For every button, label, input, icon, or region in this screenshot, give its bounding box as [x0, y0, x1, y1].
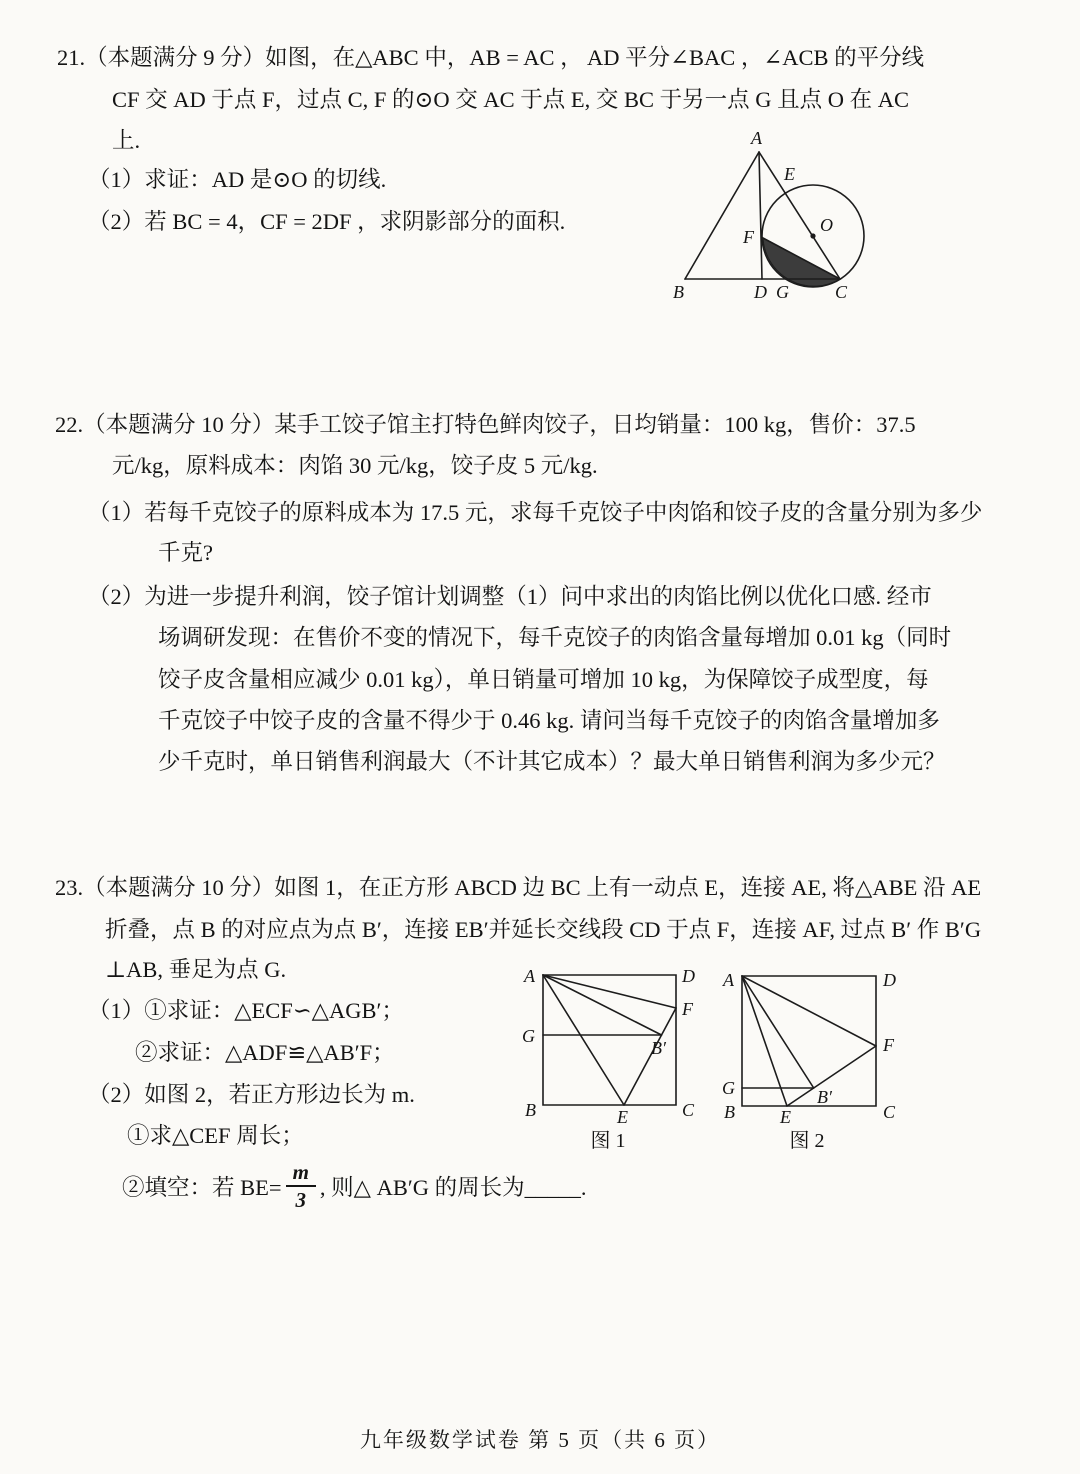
q21-part1: （1）求证：AD 是⊙O 的切线.: [88, 167, 387, 192]
label-B-prime: B′: [817, 1087, 832, 1107]
q21-geometry-figure: [645, 130, 955, 320]
side-AB: [685, 152, 759, 279]
label-O: O: [820, 215, 833, 235]
label-B: B: [525, 1100, 536, 1120]
q22-part2-line-1: （2）为进一步提升利润，饺子馆计划调整（1）问中求出的肉馅比例以优化口感. 经市: [88, 584, 932, 609]
page-footer: 九年级数学试卷 第 5 页（共 6 页）: [359, 1428, 721, 1452]
q23-line-2: 折叠，点 B 的对应点为点 B′，连接 EB′并延长交线段 CD 于点 F，连接 AF, 过点 B′ 作 B′G: [105, 917, 982, 942]
label-F: F: [883, 1035, 894, 1055]
square-ABCD: [742, 976, 876, 1106]
figure2-caption: 图 2: [789, 1130, 825, 1152]
q23-part1-sub2: ②求证：△ADF≌△AB′F；: [135, 1040, 395, 1065]
label-G: G: [722, 1078, 735, 1098]
label-B: B: [724, 1102, 735, 1122]
segment-ABprime: [742, 976, 814, 1088]
label-G: G: [522, 1026, 535, 1046]
q23-part2-sub2-fill-blank: [122, 1160, 587, 1212]
q23-line-1: 23.（本题满分 10 分）如图 1，在正方形 ABCD 边 BC 上有一动点 E，连接 AE, 将△ABE 沿 AE: [55, 875, 982, 900]
q23-figure-2: [712, 955, 967, 1160]
label-A: A: [723, 970, 734, 990]
label-E: E: [784, 164, 795, 184]
label-E: E: [617, 1107, 628, 1127]
label-D: D: [883, 970, 896, 990]
fraction-numerator: m: [286, 1160, 316, 1187]
q21-part2: （2）若 BC = 4，CF = 2DF ，求阴影部分的面积.: [88, 209, 566, 234]
label-B-prime: B′: [651, 1038, 666, 1058]
center-O-dot: [810, 233, 815, 238]
fraction-m-over-3: [286, 1160, 316, 1212]
q22-line-2: 元/kg，原料成本：肉馅 30 元/kg，饺子皮 5 元/kg.: [112, 453, 598, 478]
label-F: F: [743, 227, 754, 247]
q22-part1-line-2: 千克?: [158, 540, 213, 565]
fill-prefix: ②填空：若 BE=: [122, 1175, 282, 1201]
q23-part2-sub1: ①求△CEF 周长；: [127, 1123, 304, 1148]
segment-AD: [759, 152, 762, 279]
label-E: E: [780, 1107, 791, 1127]
segment-AE: [543, 975, 624, 1105]
label-A: A: [751, 130, 762, 148]
label-D: D: [754, 282, 767, 302]
label-F: F: [682, 999, 693, 1019]
q23-part2: （2）如图 2，若正方形边长为 m.: [88, 1082, 415, 1107]
label-B: B: [673, 282, 684, 302]
q22-part2-line-2: 场调研发现：在售价不变的情况下，每千克饺子的肉馅含量每增加 0.01 kg（同时: [158, 625, 952, 650]
q21-line-3: 上.: [112, 128, 141, 153]
label-G: G: [776, 282, 789, 302]
label-D: D: [682, 966, 695, 986]
q22-part2-line-3: 饺子皮含量相应减少 0.01 kg），单日销量可增加 10 kg，为保障饺子成型度，每: [158, 667, 929, 692]
label-C: C: [883, 1102, 896, 1122]
q23-line-3: ⊥AB, 垂足为点 G.: [105, 957, 287, 982]
q21-line-2: CF 交 AD 于点 F，过点 C, F 的⊙O 交 AC 于点 E, 交 BC 于另一点 G 且点 O 在 AC: [112, 87, 910, 112]
label-C: C: [835, 282, 848, 302]
label-C: C: [682, 1100, 695, 1120]
fill-suffix: , 则△ AB′G 的周长为_____.: [319, 1175, 587, 1201]
q21-line-1: 21.（本题满分 9 分）如图，在△ABC 中，AB = AC ， AD 平分∠BAC ，∠ACB 的平分线: [57, 45, 925, 70]
q22-part1-line-1: （1）若每千克饺子的原料成本为 17.5 元，求每千克饺子中肉馅和饺子皮的含量分别为多少: [88, 500, 983, 525]
q22-part2-line-4: 千克饺子中饺子皮的含量不得少于 0.46 kg. 请问当每千克饺子的肉馅含量增加多: [158, 708, 940, 733]
q22-part2-line-5: 少千克时，单日销售利润最大（不计其它成本）？最大单日销售利润为多少元？: [158, 749, 946, 774]
q22-line-1: 22.（本题满分 10 分）某手工饺子馆主打特色鲜肉饺子，日均销量：100 kg，售价：37.5: [55, 412, 916, 437]
figure1-caption: 图 1: [590, 1130, 626, 1152]
q23-figure-1: [498, 955, 743, 1160]
label-A: A: [524, 966, 535, 986]
segment-AF: [543, 975, 676, 1008]
fraction-denominator: 3: [295, 1188, 306, 1213]
segment-EF: [624, 1008, 676, 1105]
q23-part1-sub1: （1）①求证：△ECF∽△AGB′；: [88, 998, 404, 1023]
